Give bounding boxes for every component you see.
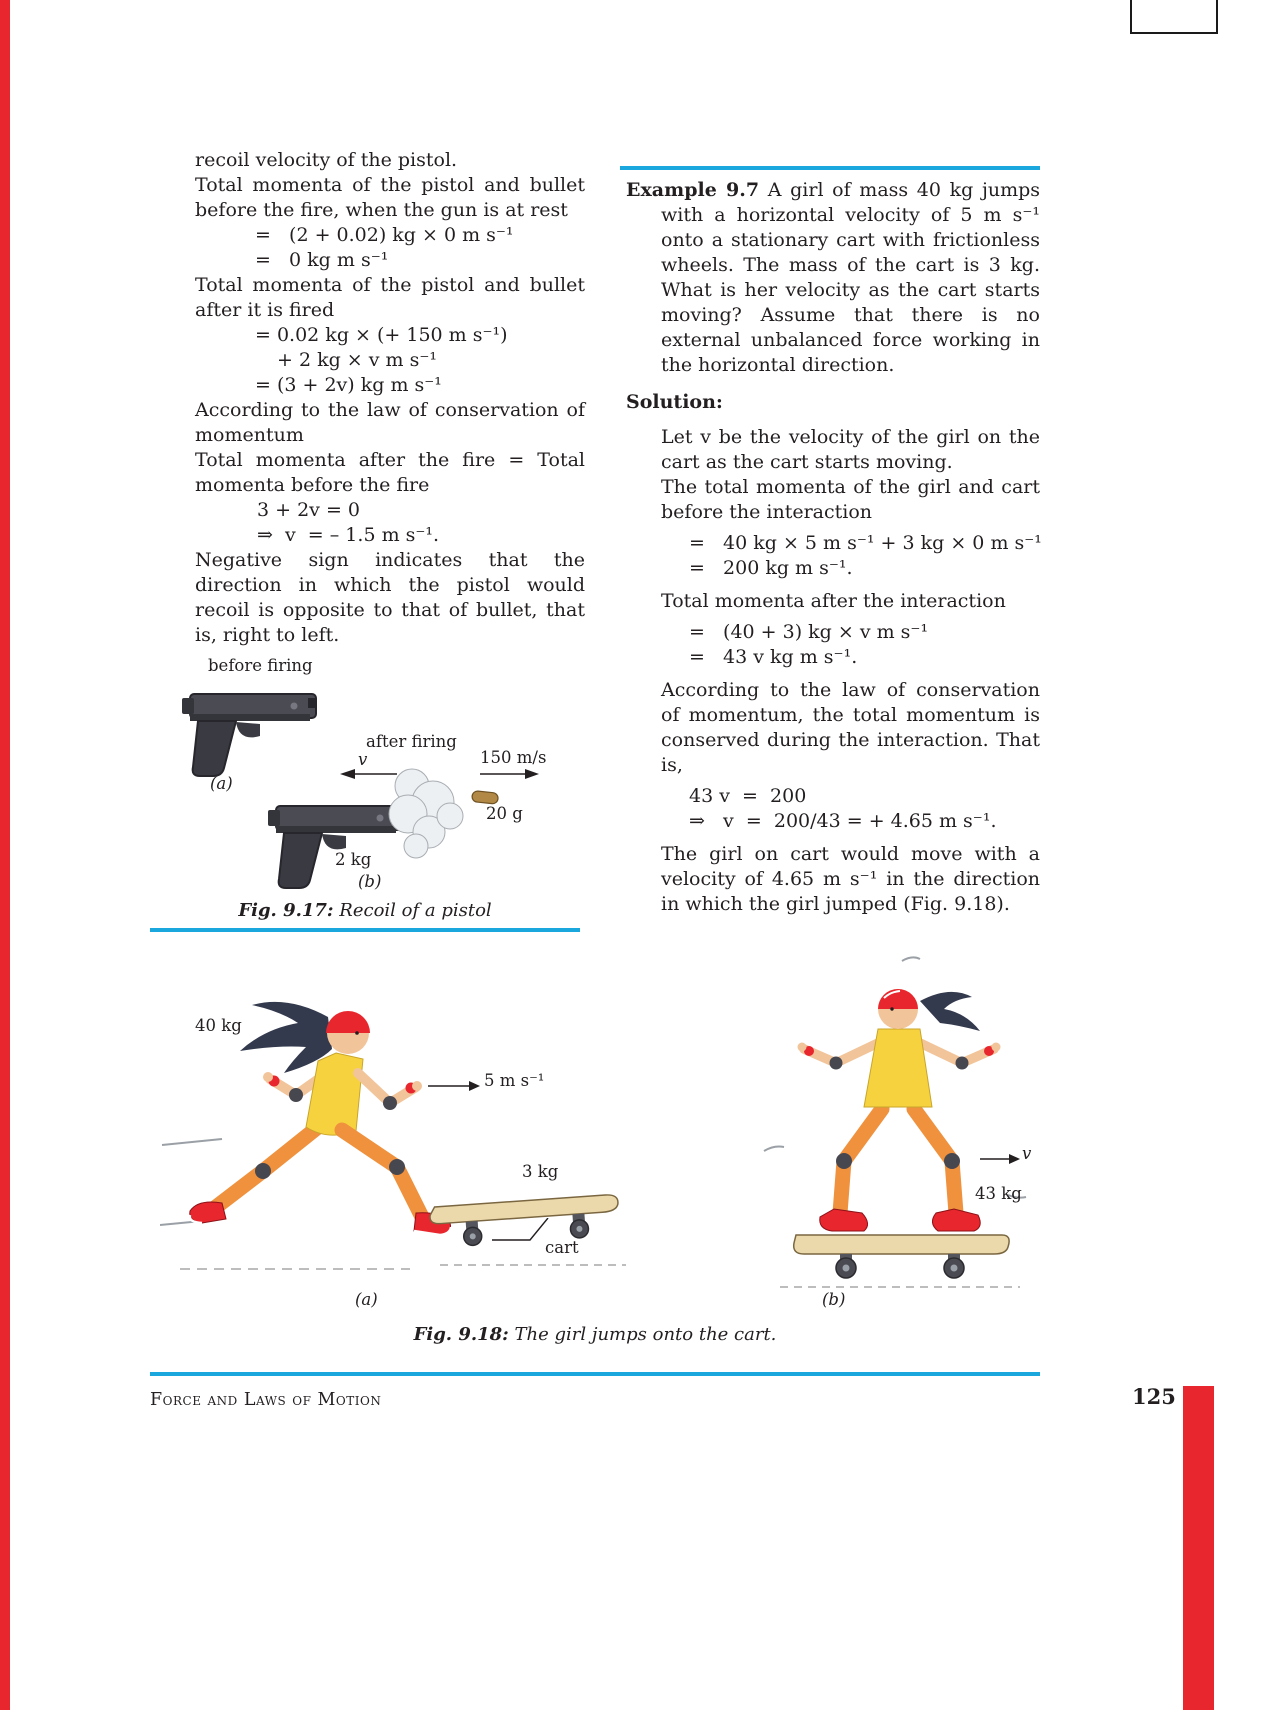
after-firing-label: after firing [366,732,457,751]
example-label: Example 9.7 [626,179,760,201]
paragraph: recoil velocity of the pistol. [195,149,458,171]
figure-9-17 [150,656,580,928]
figure-9-18-bottom-rule [150,1372,1040,1376]
combined-mass-label: 43 kg [975,1184,1022,1203]
paragraph: Negative sign indicates that the direction in which the pistol would recoil is opposite to that of bullet, that is, right to left. [195,549,585,646]
example-top-rule [620,166,1040,170]
right-column [626,178,1040,917]
figure-9-17-caption: Fig. 9.17: Recoil of a pistol [238,900,492,921]
before-firing-label: before firing [208,656,313,675]
bullet-speed-label: 150 m/s [480,748,547,767]
cart-mass-label: 3 kg [522,1162,559,1181]
equation: ⇒ v = – 1.5 m s⁻¹. [257,524,440,546]
paragraph: Let v be the velocity of the girl on the cart as the cart starts moving. [661,426,1040,473]
left-edge-red-strip [0,0,10,1710]
equation: = 0.02 kg × (+ 150 m s⁻¹) [255,324,508,346]
pistol-mass-label: 2 kg [335,850,372,869]
equation: = (3 + 2v) kg m s⁻¹ [255,374,442,396]
equation: 43 v = 200 [689,785,807,807]
figure-9-18-caption: Fig. 9.18: The girl jumps onto the cart. [413,1324,777,1345]
equation: ⇒ v = 200/43 = + 4.65 m s⁻¹. [689,810,997,832]
equation: = 200 kg m s⁻¹. [689,557,853,579]
paragraph: Total momenta after the fire = Total momenta before the fire [195,449,585,496]
equation: 3 + 2v = 0 [257,499,360,521]
cart-label: cart [545,1238,579,1257]
paragraph: Total momenta after the interaction [661,590,1006,612]
subfigure-a-label: (a) [210,774,233,793]
paragraph: According to the law of conservation of momentum, the total momentum is conserved during the interaction. That is, [661,679,1040,776]
left-column [195,148,585,648]
equation: = (40 + 3) kg × v m s⁻¹ [689,621,929,643]
cart-pointer-line [490,1218,550,1246]
subfigure-b-label: (b) [822,1290,846,1309]
girl-on-cart-illustration [750,955,1050,1295]
paragraph: Total momenta of the pistol and bullet after it is fired [195,274,585,321]
subfigure-b-label: (b) [358,872,382,891]
equation: = 43 v kg m s⁻¹. [689,646,858,668]
figure-9-18 [150,950,1040,1360]
subfigure-a-label: (a) [355,1290,378,1309]
girl-mass-label: 40 kg [195,1016,242,1035]
bullet-mass-label: 20 g [486,804,523,823]
paragraph: The girl on cart would move with a velocity of 4.65 m s⁻¹ in the direction in which the girl jumped (Fig. 9.18). [661,843,1040,915]
figure-9-17-bottom-rule [150,928,580,932]
paragraph: According to the law of conservation of momentum [195,399,585,446]
velocity-arrow [428,1080,480,1092]
example-paragraph [626,178,1040,378]
paragraph: The total momenta of the girl and cart before the interaction [661,476,1040,523]
equation: = (2 + 0.02) kg × 0 m s⁻¹ [255,224,514,246]
example-text: A girl of mass 40 kg jumps with a horizontal velocity of 5 m s⁻¹ onto a stationary cart with frictionless wheels. The mass of the cart is 3 kg. What is her velocity as the cart starts moving? Assume that there is no external unbalanced force working in the horizontal direction. [661,179,1040,376]
solution-heading: Solution: [626,391,723,413]
bottom-right-red-bar [1183,1386,1214,1710]
top-right-corner-box [1130,0,1218,34]
cart-velocity-label: v [1022,1144,1032,1163]
run-velocity-label: 5 m s⁻¹ [484,1071,545,1090]
page-number: 125 [1132,1384,1176,1409]
equation: + 2 kg × v m s⁻¹ [277,349,437,371]
equation: = 0 kg m s⁻¹ [255,249,389,271]
paragraph: Total momenta of the pistol and bullet before the fire, when the gun is at rest [195,174,585,221]
recoil-velocity-label: v [358,750,368,769]
cart-velocity-arrow [980,1153,1020,1165]
solution-body [626,425,1040,917]
chapter-title-footer: Force and Laws of Motion [150,1390,382,1410]
equation: = 40 kg × 5 m s⁻¹ + 3 kg × 0 m s⁻¹ [689,532,1042,554]
